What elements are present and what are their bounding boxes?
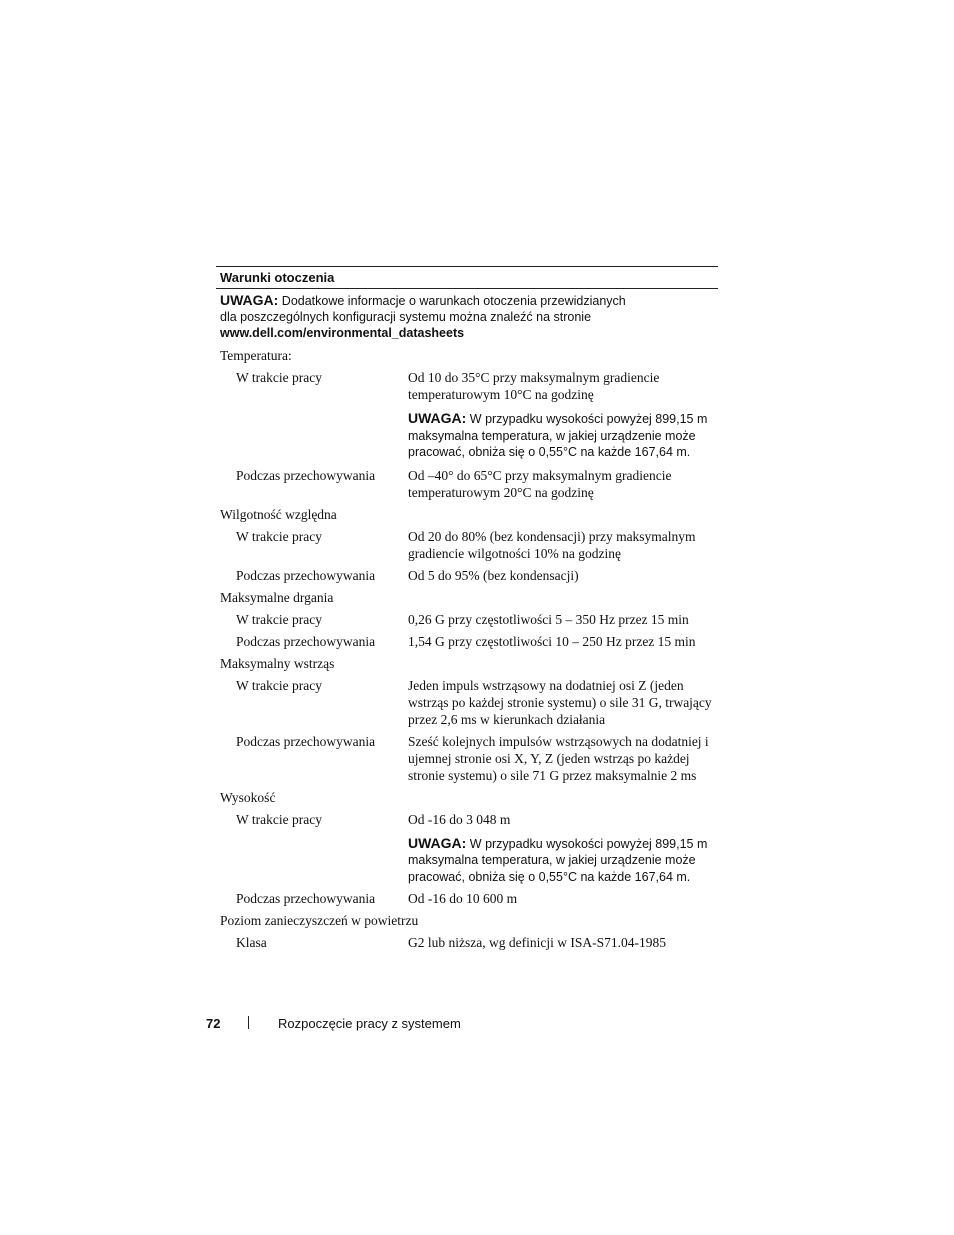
note-url-link[interactable]: www.dell.com/environmental_datasheets <box>220 326 465 340</box>
altitude-operating-value: Od -16 do 3 048 m <box>408 811 511 827</box>
altitude-label: Wysokość <box>220 789 276 805</box>
table-heading-rule <box>216 288 718 289</box>
note-text-line2: dla poszczególnych konfiguracji systemu można znaleźć na stronie <box>220 310 592 324</box>
general-note-line1 <box>220 292 718 309</box>
humidity-operating-value: Od 20 do 80% (bez kondensacji) przy maksymalnym gradiencie wilgotności 10% na godzinę <box>408 528 696 561</box>
temperature-note-text: W przypadku wysokości powyżej 899,15 m maksymalna temperatura, w jakiej urządzenie może pracować, obniża się o 0,55°C na każde 167,64 m. <box>408 412 708 459</box>
temperature-operating-label: W trakcie pracy <box>236 370 322 385</box>
footer-title: Rozpoczęcie pracy z systemem <box>278 1016 461 1031</box>
table-row <box>216 369 718 461</box>
vibration-operating-label: W trakcie pracy <box>236 611 322 627</box>
vibration-storage-label: Podczas przechowywania <box>236 633 376 649</box>
vibration-storage-value: 1,54 G przy częstotliwości 10 – 250 Hz przez 15 min <box>408 633 696 649</box>
temperature-storage-value: Od –40° do 65°C przy maksymalnym gradiencie temperaturowym 20°C na godzinę <box>408 467 672 500</box>
table-row <box>216 934 718 951</box>
temperature-operating-value: Od 10 do 35°C przy maksymalnym gradiencie temperaturowym 10°C na godzinę <box>408 370 660 402</box>
table-row <box>216 567 718 584</box>
humidity-operating-label: W trakcie pracy <box>236 528 322 544</box>
table-row <box>216 633 718 650</box>
altitude-storage-label: Podczas przechowywania <box>236 891 376 906</box>
table-row <box>216 677 718 728</box>
contamination-class-label: Klasa <box>236 935 267 950</box>
altitude-operating-cell <box>408 811 718 886</box>
humidity-storage-value: Od 5 do 95% (bez kondensacji) <box>408 567 579 583</box>
shock-storage-value: Sześć kolejnych impulsów wstrząsowych na dodatniej i ujemnej stronie osi X, Y, Z (jeden wstrząs po każdej stronie systemu) o sile 71 G przez maksymalnie 2 ms <box>408 733 709 783</box>
temperature-altitude-note <box>408 410 714 461</box>
shock-label: Maksymalny wstrząs <box>220 655 335 671</box>
altitude-storage-value: Od -16 do 10 600 m <box>408 891 518 906</box>
vibration-label: Maksymalne drgania <box>220 589 334 605</box>
temperature-label: Temperatura: <box>220 348 292 363</box>
table-row <box>216 733 718 784</box>
altitude-operating-label: W trakcie pracy <box>236 811 322 827</box>
note-keyword: UWAGA: <box>220 292 279 308</box>
table-row <box>216 611 718 628</box>
table-row <box>216 528 718 562</box>
general-note <box>216 291 718 341</box>
shock-storage-label: Podczas przechowywania <box>236 733 376 749</box>
table-heading: Warunki otoczenia <box>220 270 335 285</box>
note-text-line1: Dodatkowe informacje o warunkach otoczenia przewidzianych <box>278 294 626 308</box>
environment-spec-table <box>216 266 718 951</box>
humidity-storage-label: Podczas przechowywania <box>236 567 376 583</box>
shock-operating-label: W trakcie pracy <box>236 677 322 693</box>
shock-operating-value: Jeden impuls wstrząsowy na dodatniej osi Z (jeden wstrząs po każdej stronie systemu) o sile 31 G, trwający przez 2,6 ms w kierunkach działania <box>408 677 712 727</box>
table-row <box>216 890 718 907</box>
contamination-label: Poziom zanieczyszczeń w powietrzu <box>220 913 419 928</box>
temperature-note-keyword: UWAGA: <box>408 410 467 426</box>
temperature-operating-cell <box>408 369 718 461</box>
contamination-class-value: G2 lub niższa, wg definicji w ISA-S71.04-1985 <box>408 935 666 950</box>
table-row <box>216 467 718 501</box>
table-row <box>216 811 718 886</box>
altitude-note <box>408 835 714 886</box>
temperature-storage-label: Podczas przechowywania <box>236 467 376 483</box>
altitude-note-text: W przypadku wysokości powyżej 899,15 m maksymalna temperatura, w jakiej urządzenie może pracować, obniża się o 0,55°C na każde 167,64 m. <box>408 836 708 884</box>
page-number: 72 <box>206 1016 221 1031</box>
humidity-label: Wilgotność względna <box>220 506 337 522</box>
vibration-operating-value: 0,26 G przy częstotliwości 5 – 350 Hz przez 15 min <box>408 611 689 627</box>
footer-separator <box>248 1016 249 1029</box>
altitude-note-keyword: UWAGA: <box>408 834 467 851</box>
